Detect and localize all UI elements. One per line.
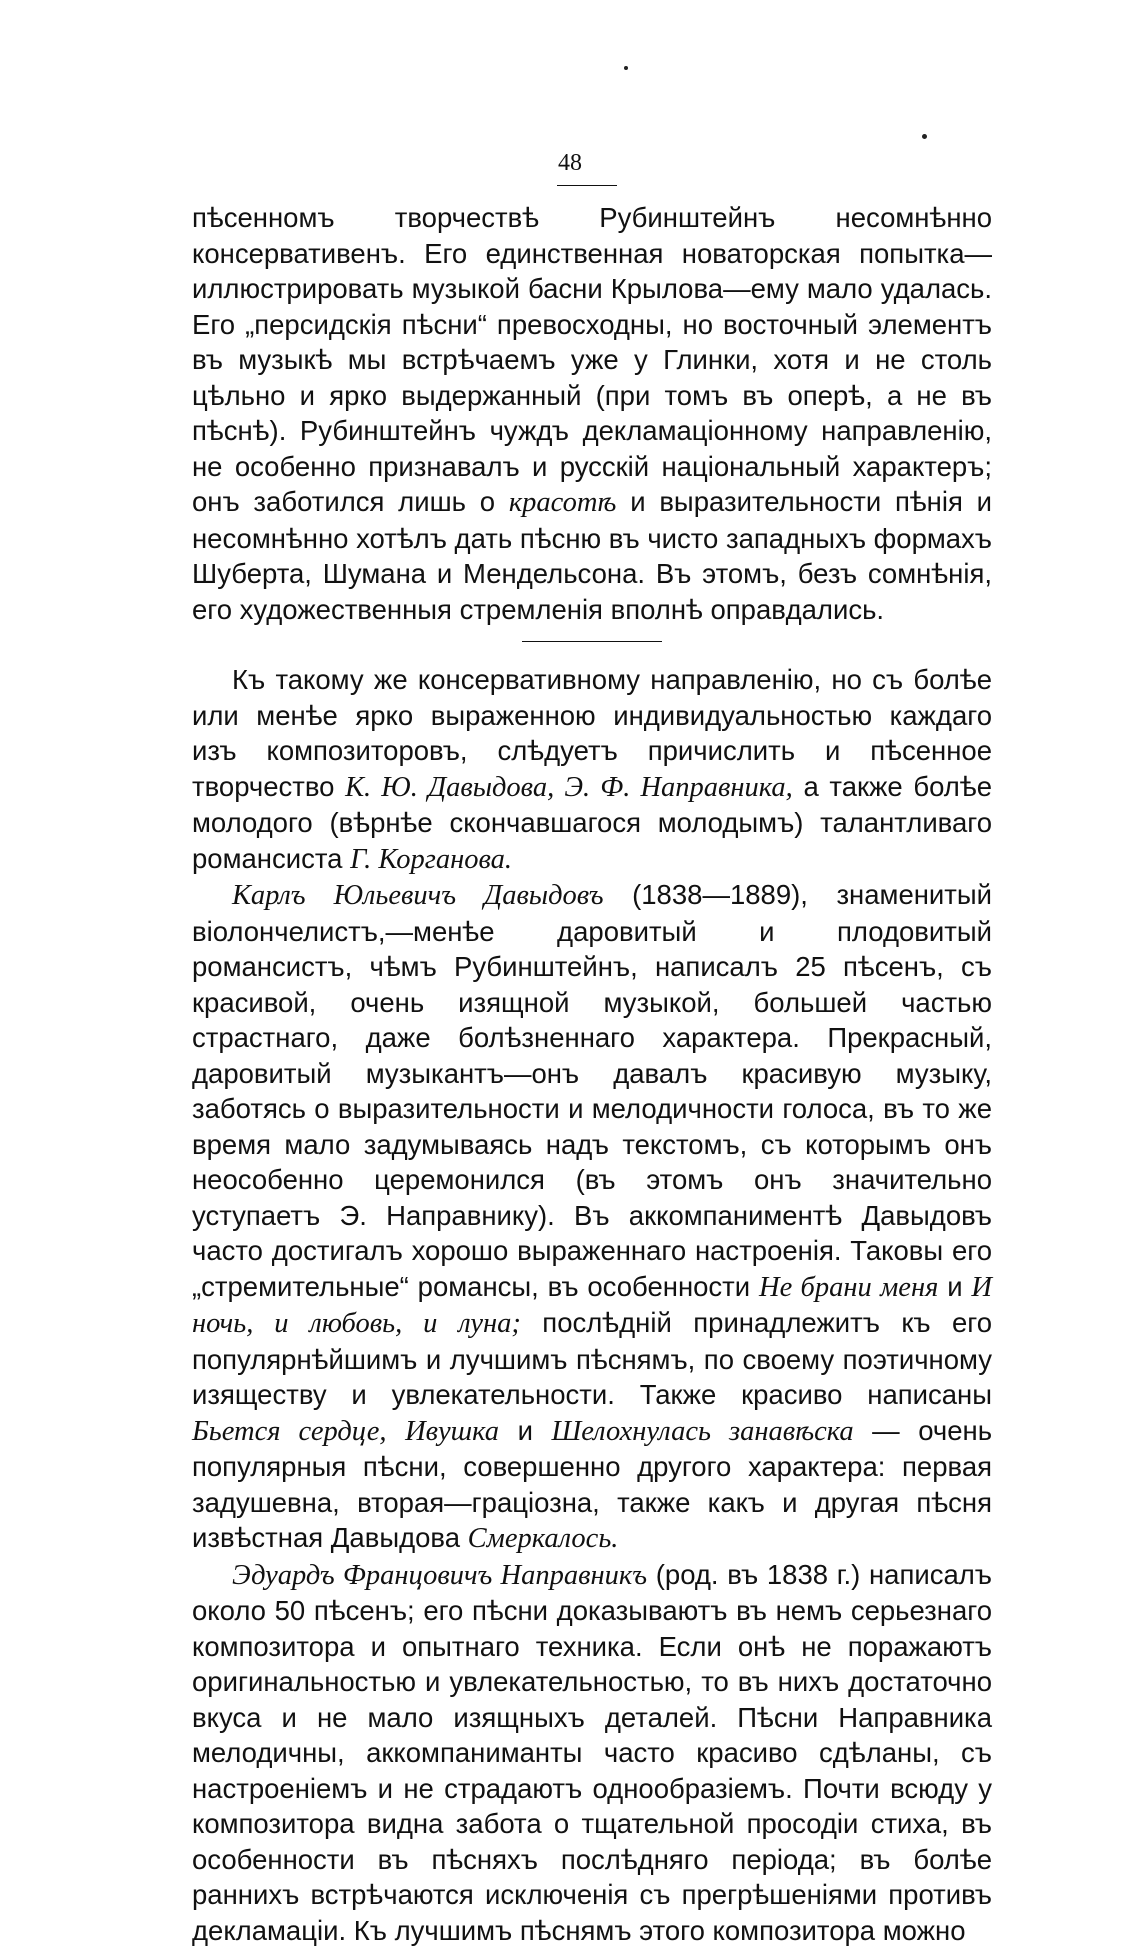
section-divider [522,641,662,642]
text-run: и [938,1271,971,1302]
emphasis: красотѣ [509,487,617,518]
ink-speck [922,134,927,139]
paragraph-conservative [192,662,992,877]
song-title: Бьется сердце, [192,1416,387,1447]
text-run: и выразительности пѣнія и несомнѣнно хотѣлъ дать пѣсню въ чисто западныхъ формахъ Шуберта, Шумана и Мендельсона. Въ этомъ, безъ сомнѣнія, его художественныя стремленія вполнѣ оправдались. [192,486,992,625]
text-run: пѣсенномъ творчествѣ Рубинштейнъ несомнѣнно консервативенъ. Его единственная новаторская попытка—иллюстрировать музыкой басни Крылова—ему мало удалась. Его „персидскія пѣсни“ превосходны, но восточный элементъ въ музыкѣ мы встрѣчаемъ уже у Глинки, хотя и не столь цѣльно и ярко выдержанный (при томъ въ оперѣ, а не въ пѣснѣ). Рубинштейнъ чуждъ декламаціонному направленію, не особенно признавалъ и русскій національный характеръ; онъ заботился лишь о [192,202,992,517]
text-run: (род. въ 1838 г.) написалъ около 50 пѣсенъ; его пѣсни доказываютъ въ немъ серьезнаго композитора и опытнаго техника. Если онѣ не поражаютъ оригинальностью и увлекательностью, то въ нихъ достаточно вкуса и не мало изящныхъ деталей. Пѣсни Направника мелодичны, аккомпаниманты часто красиво сдѣланы, съ настроеніемъ и не страдаютъ однообразіемъ. Почти всюду у композитора видна забота о тщательной просодіи стиха, въ особенности въ пѣсняхъ послѣдняго періода; въ болѣе раннихъ встрѣчаются исключенія съ прегрѣшеніями противъ декламаціи. Къ лучшимъ пѣснямъ этого композитора можно [192,1559,992,1946]
emphasis-name: Г. Корганова. [350,844,512,875]
text-run: Къ такому же консервативному направленію, но съ болѣе или менѣе ярко выраженною индивидуальностью каждаго изъ композиторовъ, слѣдуетъ причислить и пѣсенное творчество [192,664,992,802]
text-run: и [499,1415,551,1446]
text-run [387,1415,406,1446]
text-run: послѣдній принадлежитъ къ его популярнѣйшимъ и лучшимъ пѣснямъ, по своему поэтичному изяществу и увлекательности. Также красиво написаны [192,1307,992,1410]
song-title: Шелохнулась занавѣска [552,1416,854,1447]
body-text [192,200,992,1948]
song-title: Ивушка [405,1416,499,1447]
paragraph-rubinstein [192,200,992,627]
composer-name: Карлъ Юльевичъ Давыдовъ [232,880,604,911]
emphasis-names: К. Ю. Давыдова, Э. Ф. Направника, [345,772,793,803]
paragraph-napravnik [192,1557,992,1948]
song-title: Смеркалось. [468,1523,619,1554]
ink-speck [624,66,628,70]
composer-name: Эдуардъ Францовичъ Направникъ [232,1560,647,1591]
text-run: — очень популярныя пѣсни, совершенно другого характера: первая задушевна, вторая—граціозна, также какъ и другая пѣсня извѣстная Давыдова [192,1415,992,1554]
text-run: а также болѣе молодого (вѣрнѣе скончавшагося молодымъ) талантливаго романсиста [192,771,992,874]
page-number: 48 [0,150,1140,177]
song-title: И ночь, и любовь, и луна; [192,1272,992,1340]
page-number-rule [557,185,617,186]
song-title: Не брани меня [759,1272,938,1303]
paragraph-davydov [192,877,992,1557]
text-run: (1838—1889), знаменитый віолончелистъ,—менѣе даровитый и плодовитый романсистъ, чѣмъ Рубинштейнъ, написалъ 25 пѣсенъ, съ красивой, очень изящной музыкой, большей частью страстнаго, даже болѣзненнаго характера. Прекрасный, даровитый музыкантъ—онъ давалъ красивую музыку, заботясь о выразительности и мелодичности голоса, въ то же время мало задумываясь надъ текстомъ, съ которымъ онъ неособенно церемонился (въ этомъ онъ значительно уступаетъ Э. Направнику). Въ аккомпаниментѣ Давыдовъ часто достигалъ хорошо выраженнаго настроенія. Таковы его „стремительные“ романсы, въ особенности [192,879,992,1302]
